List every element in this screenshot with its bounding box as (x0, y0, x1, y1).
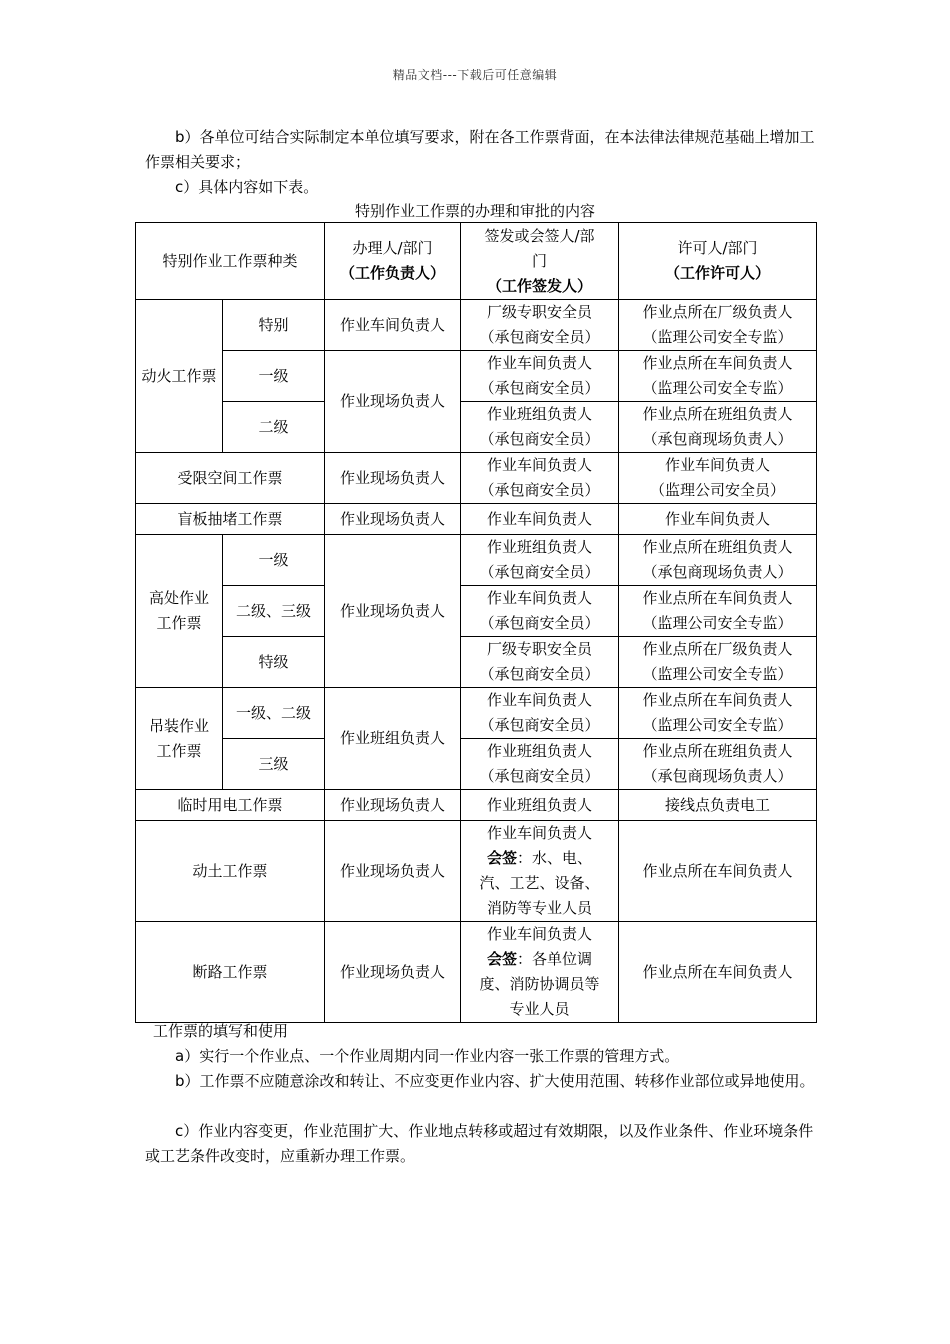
permit-line: 作业点所在车间负责人 (642, 354, 793, 372)
temp-power-permit: 接线点负责电工 (619, 790, 817, 821)
earthwork-name: 动土工作票 (136, 821, 325, 922)
signer-line: 汽、工艺、设备、 (479, 874, 600, 892)
header-signer-label-2: 门 (532, 251, 548, 270)
height-signer (461, 637, 619, 688)
height-name-line: 高处作业 (148, 589, 209, 607)
lifting-level: 一级、二级 (223, 688, 325, 739)
height-level: 特级 (223, 637, 325, 688)
height-permit (619, 637, 817, 688)
signer-line: （承包商安全员） (479, 716, 600, 734)
permit-line: （监理公司安全专监） (642, 716, 793, 734)
earthwork-permit: 作业点所在车间负责人 (619, 821, 817, 922)
confined-name: 受限空间工作票 (136, 453, 325, 504)
permit-line: 作业车间负责人 (665, 456, 771, 474)
signer-text: ：水、电、 (517, 849, 593, 867)
height-name (136, 535, 223, 688)
lifting-name (136, 688, 223, 790)
permit-line: 作业点所在车间负责人 (642, 589, 793, 607)
hot-work-level: 一级 (223, 351, 325, 402)
signer-line: 作业班组负责人 (487, 742, 593, 760)
table-row (136, 637, 817, 688)
confined-permit (619, 453, 817, 504)
intro-paragraph-c: c）具体内容如下表。 (175, 178, 319, 196)
signer-line: 专业人员 (509, 1000, 570, 1018)
permit-line: 作业点所在班组负责人 (642, 538, 793, 556)
permit-line: 作业点所在车间负责人 (642, 691, 793, 709)
lifting-handler: 作业班组负责人 (325, 688, 461, 790)
hot-work-name: 动火工作票 (136, 300, 223, 453)
table-row (136, 688, 817, 739)
permit-line: （监理公司安全专监） (642, 328, 793, 346)
lifting-level: 三级 (223, 739, 325, 790)
hot-work-permit (619, 300, 817, 351)
signer-line: 作业车间负责人 (487, 589, 593, 607)
signer-line: （承包商安全员） (479, 481, 600, 499)
usage-paragraph-a: a）实行一个作业点、一个作业周期内同一作业内容一张工作票的管理方式。 (175, 1047, 680, 1065)
signer-line: 作业车间负责人 (487, 824, 593, 842)
signer-line: （承包商安全员） (479, 665, 600, 683)
signer-line: （承包商安全员） (479, 563, 600, 581)
confined-handler: 作业现场负责人 (325, 453, 461, 504)
earthwork-signer (461, 821, 619, 922)
countersign-label: 会签 (487, 950, 518, 968)
table-row (136, 586, 817, 637)
permit-line: （承包商现场负责人） (642, 767, 793, 785)
work-permit-table (135, 222, 817, 1023)
usage-paragraph-b: b）工作票不应随意涂改和转让、不应变更作业内容、扩大使用范围、转移作业部位或异地使用。 (175, 1072, 815, 1090)
lifting-name-line: 吊装作业 (148, 716, 209, 735)
signer-line: 作业车间负责人 (487, 691, 593, 709)
table-row (136, 535, 817, 586)
signer-line: 作业班组负责人 (487, 538, 593, 556)
permit-line: 作业点所在班组负责人 (642, 405, 793, 423)
header-permit-label: 许可人/部门 (677, 239, 758, 257)
signer-line: 作业班组负责人 (487, 405, 593, 423)
blind-handler: 作业现场负责人 (325, 504, 461, 535)
height-handler: 作业现场负责人 (325, 535, 461, 688)
table-row (136, 300, 817, 351)
height-permit (619, 535, 817, 586)
earthwork-handler: 作业现场负责人 (325, 821, 461, 922)
permit-line: 作业点所在厂级负责人 (642, 640, 793, 658)
header-signer (461, 223, 619, 300)
countersign-label: 会签 (487, 849, 518, 867)
lifting-signer (461, 688, 619, 739)
signer-line (465, 947, 614, 972)
header-handler-label: 办理人/部门 (352, 239, 433, 257)
permit-line: （监理公司安全专监） (642, 614, 793, 632)
table-row (136, 453, 817, 504)
header-permit (619, 223, 817, 300)
signer-line: 作业车间负责人 (487, 354, 593, 372)
height-permit (619, 586, 817, 637)
header-handler (325, 223, 461, 300)
signer-line (465, 846, 614, 871)
table-row (136, 351, 817, 402)
permit-line: 作业点所在班组负责人 (642, 742, 793, 760)
lifting-permit (619, 739, 817, 790)
hot-work-permit (619, 351, 817, 402)
table-row (136, 790, 817, 821)
header-type: 特别作业工作票种类 (136, 223, 325, 300)
hot-work-level: 二级 (223, 402, 325, 453)
hot-work-permit (619, 402, 817, 453)
permit-line: （承包商现场负责人） (642, 430, 793, 448)
height-level: 二级、三级 (223, 586, 325, 637)
table-row (136, 504, 817, 535)
height-level: 一级 (223, 535, 325, 586)
temp-power-signer: 作业班组负责人 (461, 790, 619, 821)
hot-work-signer (461, 351, 619, 402)
height-signer (461, 586, 619, 637)
usage-paragraph-c: c）作业内容变更，作业范围扩大、作业地点转移或超过有效期限，以及作业条件、作业环境条件或工艺条件改变时，应重新办理工作票。 (145, 1122, 814, 1165)
signer-line: 度、消防协调员等 (479, 975, 600, 993)
signer-line: （承包商安全员） (479, 430, 600, 448)
lifting-name-line: 工作票 (156, 741, 202, 760)
height-name-line: 工作票 (156, 614, 202, 632)
signer-line: 厂级专职安全员 (487, 303, 593, 321)
permit-line: 作业点所在厂级负责人 (642, 303, 793, 321)
signer-line: 厂级专职安全员 (487, 640, 593, 658)
hot-work-signer (461, 402, 619, 453)
signer-line: （承包商安全员） (479, 328, 600, 346)
table-caption: 特别作业工作票的办理和审批的内容 (354, 202, 595, 220)
table-header-row (136, 223, 817, 300)
road-handler: 作业现场负责人 (325, 922, 461, 1023)
header-signer-label-1: 签发或会签人/部 (484, 226, 595, 245)
lifting-permit (619, 688, 817, 739)
table-row (136, 402, 817, 453)
header-permit-sub: （工作许可人） (665, 264, 771, 282)
temp-power-name: 临时用电工作票 (136, 790, 325, 821)
blind-name: 盲板抽堵工作票 (136, 504, 325, 535)
header-signer-sub: （工作签发人） (487, 276, 593, 295)
lifting-signer (461, 739, 619, 790)
table-row (136, 821, 817, 922)
signer-line: （承包商安全员） (479, 614, 600, 632)
hot-work-level: 特别 (223, 300, 325, 351)
signer-line: （承包商安全员） (479, 379, 600, 397)
road-permit: 作业点所在车间负责人 (619, 922, 817, 1023)
hot-work-signer (461, 300, 619, 351)
permit-line: （监理公司安全专监） (642, 665, 793, 683)
table-row (136, 739, 817, 790)
usage-title: 工作票的填写和使用 (153, 1022, 289, 1040)
signer-line: 作业车间负责人 (487, 456, 593, 474)
intro-paragraph-b: b）各单位可结合实际制定本单位填写要求，附在各工作票背面，在本法律法律规范基础上增加工作票相关要求； (145, 128, 815, 171)
height-signer (461, 535, 619, 586)
table-row (136, 922, 817, 1023)
road-name: 断路工作票 (136, 922, 325, 1023)
permit-line: （承包商现场负责人） (642, 563, 793, 581)
signer-line: 作业车间负责人 (487, 925, 593, 943)
confined-signer (461, 453, 619, 504)
signer-text: ：各单位调 (517, 950, 593, 968)
hot-work-handler-other: 作业现场负责人 (325, 351, 461, 453)
signer-line: 消防等专业人员 (487, 899, 593, 917)
permit-line: （监理公司安全专监） (642, 379, 793, 397)
temp-power-handler: 作业现场负责人 (325, 790, 461, 821)
permit-line: （监理公司安全员） (650, 481, 786, 499)
signer-line: （承包商安全员） (479, 767, 600, 785)
hot-work-handler-special: 作业车间负责人 (325, 300, 461, 351)
road-signer (461, 922, 619, 1023)
page-header: 精品文档---下载后可任意编辑 (392, 68, 558, 82)
blind-permit: 作业车间负责人 (619, 504, 817, 535)
header-handler-sub: （工作负责人） (340, 264, 446, 282)
blind-signer: 作业车间负责人 (461, 504, 619, 535)
